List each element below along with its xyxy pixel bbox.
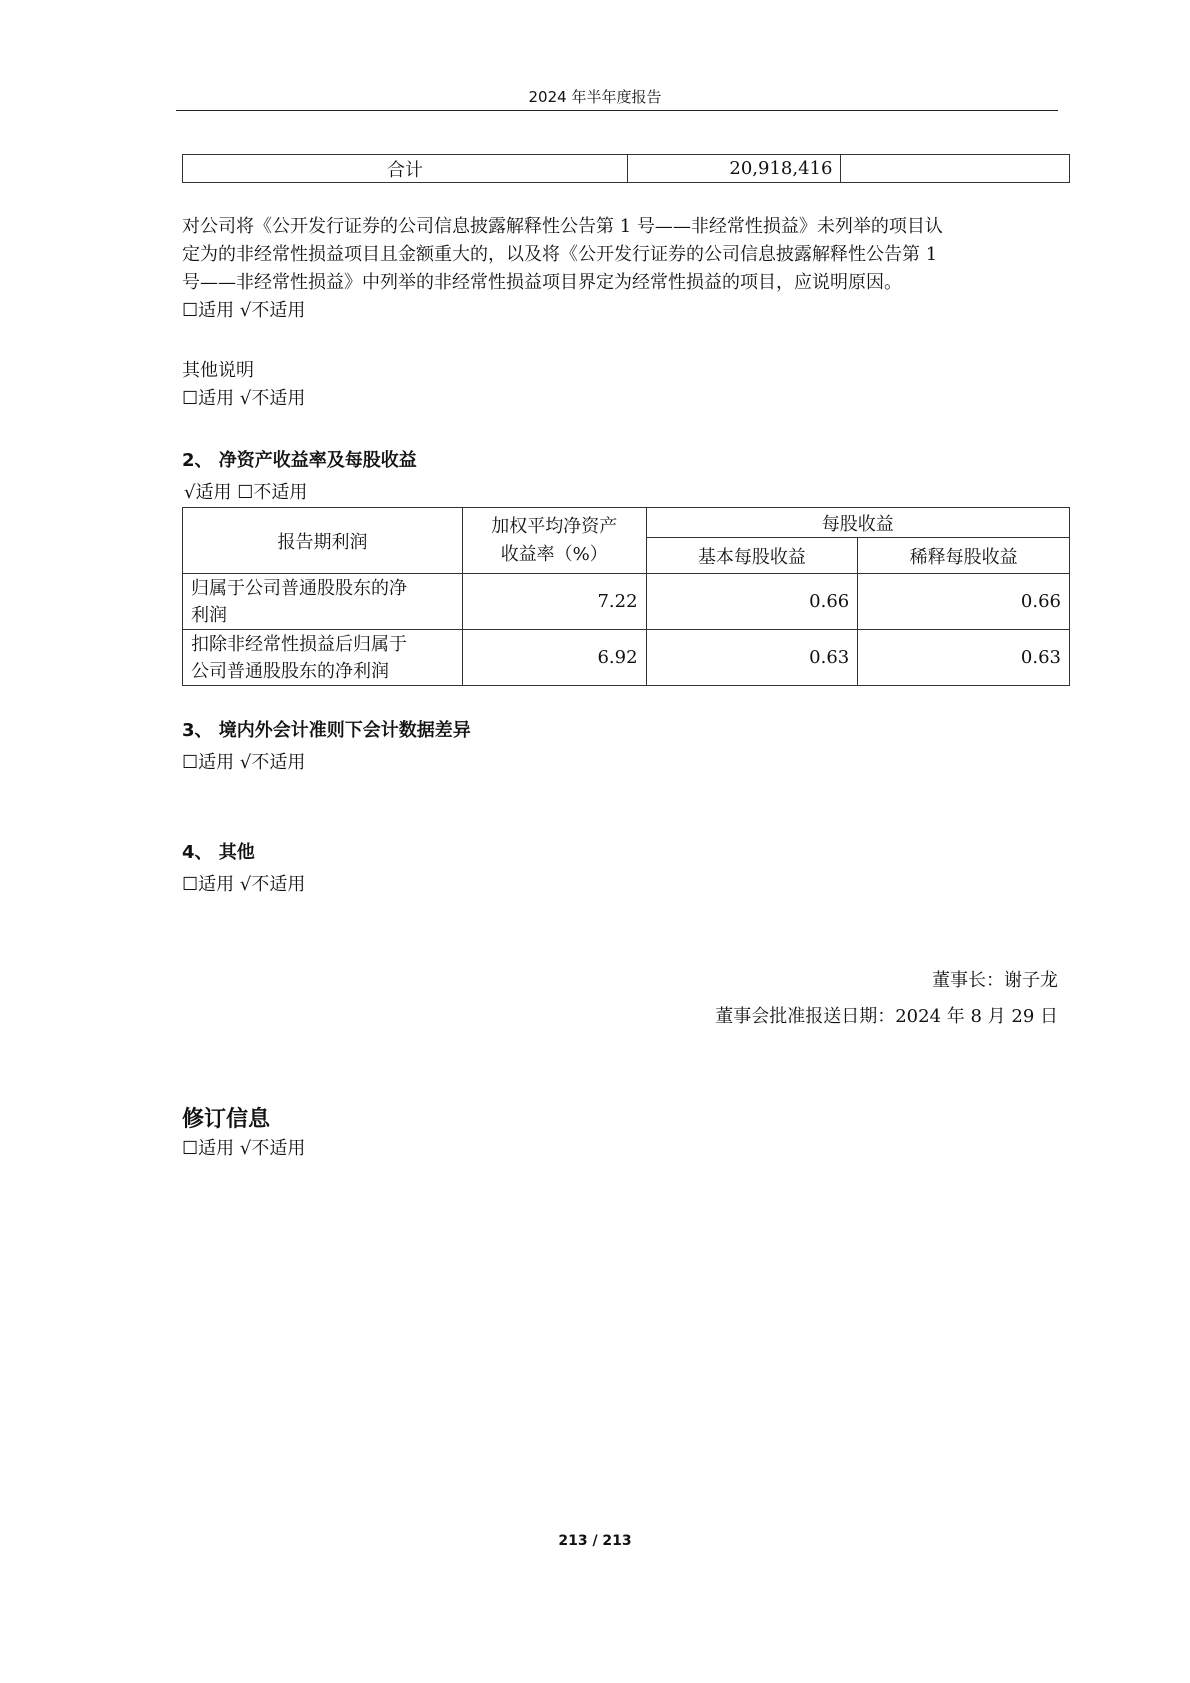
- total-table: [182, 154, 1070, 183]
- header-profit: 报告期利润: [183, 508, 463, 574]
- section2-applicability: √适用 ☐不适用: [184, 482, 308, 503]
- section3-applicability: ☐适用 √不适用: [182, 752, 306, 773]
- row-diluted-eps: 0.66: [858, 574, 1070, 630]
- other-notes-applicability: ☐适用 √不适用: [182, 388, 306, 409]
- header-roe-line2: 收益率（%）: [500, 543, 608, 565]
- page-header-title: 2024 年半年度报告: [528, 88, 662, 106]
- header-roe-line1: 加权平均净资产: [491, 515, 618, 537]
- row-basic-eps: 0.66: [646, 574, 858, 630]
- row-roe: 6.92: [462, 630, 646, 686]
- row-diluted-eps: 0.63: [858, 630, 1070, 686]
- table-row: [183, 630, 1070, 686]
- total-value: 20,918,416: [628, 155, 841, 183]
- note-line-2: 定为的非经常性损益项目且金额重大的，以及将《公开发行证券的公司信息披露解释性公告第 1: [182, 244, 938, 265]
- other-notes-title: 其他说明: [182, 360, 254, 381]
- row-label-line1: 归属于公司普通股股东的净: [191, 577, 407, 599]
- header-eps: 每股收益: [646, 508, 1069, 538]
- note-line-1: 对公司将《公开发行证券的公司信息披露解释性公告第 1 号——非经常性损益》未列举的项目认: [182, 216, 943, 237]
- row-roe: 7.22: [462, 574, 646, 630]
- header-diluted-eps: 稀释每股收益: [858, 538, 1070, 574]
- header-divider: [176, 110, 1058, 111]
- row-label-line1: 扣除非经常性损益后归属于: [191, 633, 407, 655]
- roe-eps-table: [182, 507, 1070, 686]
- section4-applicability: ☐适用 √不适用: [182, 874, 306, 895]
- note-line-3: 号——非经常性损益》中列举的非经常性损益项目界定为经常性损益的项目，应说明原因。: [182, 272, 902, 293]
- revision-title: 修订信息: [182, 1107, 271, 1132]
- row-label-line2: 公司普通股股东的净利润: [191, 660, 389, 682]
- row-label: [183, 630, 463, 686]
- row-basic-eps: 0.63: [646, 630, 858, 686]
- row-label: [183, 574, 463, 630]
- table-row: [183, 574, 1070, 630]
- section3-title: 3、 境内外会计准则下会计数据差异: [182, 720, 471, 741]
- approval-date: 董事会批准报送日期：2024 年 8 月 29 日: [715, 1006, 1058, 1027]
- note-applicability: ☐适用 √不适用: [182, 300, 306, 321]
- revision-applicability: ☐适用 √不适用: [182, 1138, 306, 1159]
- header-roe: [462, 508, 646, 574]
- row-label-line2: 利润: [191, 604, 227, 626]
- total-extra: [841, 155, 1070, 183]
- section2-title: 2、 净资产收益率及每股收益: [182, 450, 417, 471]
- total-label: 合计: [183, 155, 628, 183]
- section4-title: 4、 其他: [182, 842, 255, 863]
- page-number: 213 / 213: [558, 1533, 632, 1549]
- header-basic-eps: 基本每股收益: [646, 538, 858, 574]
- chairman-signature: 董事长：谢子龙: [932, 970, 1058, 991]
